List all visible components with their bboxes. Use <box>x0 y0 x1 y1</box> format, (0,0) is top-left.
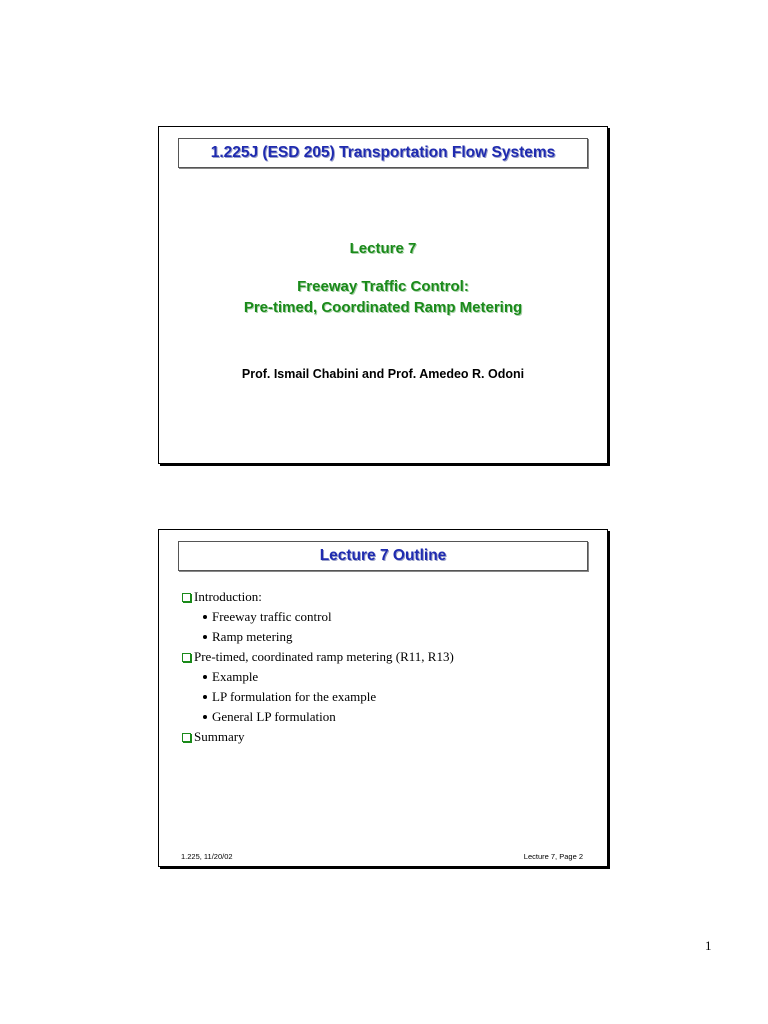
slide-footer-page: Lecture 7, Page 2 <box>523 852 583 861</box>
lecture-subtitle-line-1: Freeway Traffic Control: <box>297 278 469 295</box>
outline-subitem <box>181 687 581 707</box>
outline-subitem <box>181 667 581 687</box>
outline-item <box>181 727 581 747</box>
round-bullet-icon <box>203 615 207 619</box>
round-bullet-icon <box>203 715 207 719</box>
outline-subitem <box>181 707 581 727</box>
slide-2-title-box <box>178 541 588 571</box>
checkbox-bullet-icon <box>182 653 191 662</box>
authors: Prof. Ismail Chabini and Prof. Amedeo R. Odoni <box>241 367 525 381</box>
outline-subitem-text: Freeway traffic control <box>212 609 332 624</box>
round-bullet-icon <box>203 675 207 679</box>
outline-item <box>181 647 581 667</box>
lecture-subtitle-line-2: Pre-timed, Coordinated Ramp Metering <box>243 299 523 316</box>
outline-list <box>181 587 581 747</box>
slide-1-title-box <box>178 138 588 168</box>
slide-1-title: 1.225J (ESD 205) Transportation Flow Systems <box>210 144 556 161</box>
outline-item-text: Pre-timed, coordinated ramp metering (R11, R13) <box>194 649 454 664</box>
outline-subitem-text: Ramp metering <box>212 629 293 644</box>
round-bullet-icon <box>203 635 207 639</box>
slide-2 <box>158 529 608 867</box>
outline-item <box>181 587 581 607</box>
slide-2-title: Lecture 7 Outline <box>319 547 447 564</box>
outline-subitem <box>181 627 581 647</box>
page-number: 1 <box>705 938 712 953</box>
slide-footer-date: 1.225, 11/20/02 <box>181 852 233 861</box>
slide-1 <box>158 126 608 464</box>
checkbox-bullet-icon <box>182 593 191 602</box>
checkbox-bullet-icon <box>182 733 191 742</box>
outline-subitem <box>181 607 581 627</box>
outline-item-text: Introduction: <box>194 589 262 604</box>
outline-subitem-text: LP formulation for the example <box>212 689 377 704</box>
outline-subitem-text: General LP formulation <box>212 709 336 724</box>
round-bullet-icon <box>203 695 207 699</box>
outline-subitem-text: Example <box>212 669 259 684</box>
lecture-number: Lecture 7 <box>349 240 417 257</box>
outline-item-text: Summary <box>194 729 245 744</box>
